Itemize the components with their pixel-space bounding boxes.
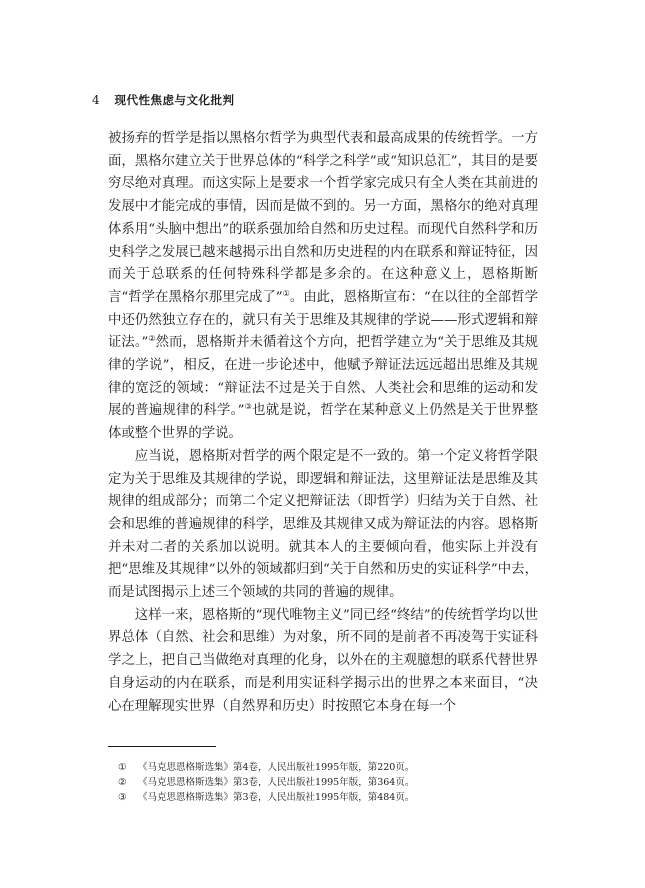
page-number: 4 bbox=[92, 93, 101, 107]
body-text bbox=[108, 128, 538, 718]
footnote-divider bbox=[108, 746, 216, 747]
footnotes bbox=[118, 760, 538, 805]
footnote-1 bbox=[118, 760, 538, 775]
running-title: 现代性焦虑与文化批判 bbox=[114, 93, 235, 107]
footnote-text: 《马克思恩格斯选集》第3卷，人民出版社1995年版，第364页。 bbox=[138, 777, 415, 788]
footnote-mark: ② bbox=[118, 777, 127, 788]
footnote-text: 《马克思恩格斯选集》第3卷，人民出版社1995年版，第484页。 bbox=[138, 792, 415, 803]
footnote-ref-1[interactable]: ① bbox=[282, 288, 290, 298]
paragraph-1-part-b: 。由此，恩格斯宣布：“在以往的全部哲学中还仍然独立存在的，就只有关于思维及其规律的学说——形式逻辑和辩证法。” bbox=[108, 289, 538, 351]
paragraph-1-part-c: 然而，恩格斯并未循着这个方向，把哲学建立为“关于思维及其规律的学说”，相反，在进一步论述中，他赋予辩证法远远超出思维及其规律的宽泛的领域：“辩证法不过是关于自然、人类社会和思维的运动和发展的普遍规律的科学。” bbox=[108, 335, 539, 419]
paragraph-3: 这样一来，恩格斯的“现代唯物主义”同已经“终结”的传统哲学均以世界总体（自然、社会和思维）为对象，所不同的是前者不再凌驾于实证科学之上，把自己当做绝对真理的化身，以外在的主观臆想的联系代替世界自身运动的内在联系，而是利用实证科学揭示出的世界之本来面目，“决心在理解现实世界（自然界和历史）时按照它本身在每一个 bbox=[108, 607, 538, 714]
paragraph-2: 应当说，恩格斯对哲学的两个限定是不一致的。第一个定义将哲学限定为关于思维及其规律的学说，即逻辑和辩证法，这里辩证法是思维及其规律的组成部分；而第二个定义把辩证法（即哲学）归结为关于自然、社会和思维的普遍规律的科学，思维及其规律又成为辩证法的内容。恩格斯并未对二者的关系加以说明。就其本人的主要倾向看，他实际上并没有把“思维及其规律”以外的领域都归到“关于自然和历史的实证科学”中去，而是试图揭示上述三个领域的共同的普遍的规律。 bbox=[108, 448, 538, 601]
footnote-3 bbox=[118, 790, 538, 805]
footnote-ref-2[interactable]: ② bbox=[148, 334, 156, 344]
footnote-text: 《马克思恩格斯选集》第4卷，人民出版社1995年版，第220页。 bbox=[138, 762, 415, 773]
paragraph-1-part-d: 也就是说，哲学在某种意义上仍然是关于世界整体或整个世界的学说。 bbox=[108, 403, 539, 442]
footnote-ref-3[interactable]: ③ bbox=[244, 402, 253, 412]
paragraph-1-part-a: 被扬弃的哲学是指以黑格尔哲学为典型代表和最高成果的传统哲学。一方面，黑格尔建立关于世界总体的“科学之科学”或“知识总汇”，其目的是要穷尽绝对真理。而这实际上是要求一个哲学家完成只有全人类在其前进的发展中才能完成的事情，因而是做不到的。另一方面，黑格尔的绝对真理体系用“头脑中想出”的联系强加给自然和历史过程。而现代自然科学和历史科学之发展已越来越揭示出自然和历史进程的内在联系和辩证特征，因而关于总联系的任何特殊科学都是多余的。在这种意义上，恩格斯断言“哲学在黑格尔那里完成了” bbox=[108, 131, 538, 305]
footnote-mark: ① bbox=[118, 762, 127, 773]
paragraph-1 bbox=[108, 128, 538, 446]
footnote-2 bbox=[118, 775, 538, 790]
page-header bbox=[92, 92, 234, 108]
footnote-mark: ③ bbox=[118, 792, 127, 803]
